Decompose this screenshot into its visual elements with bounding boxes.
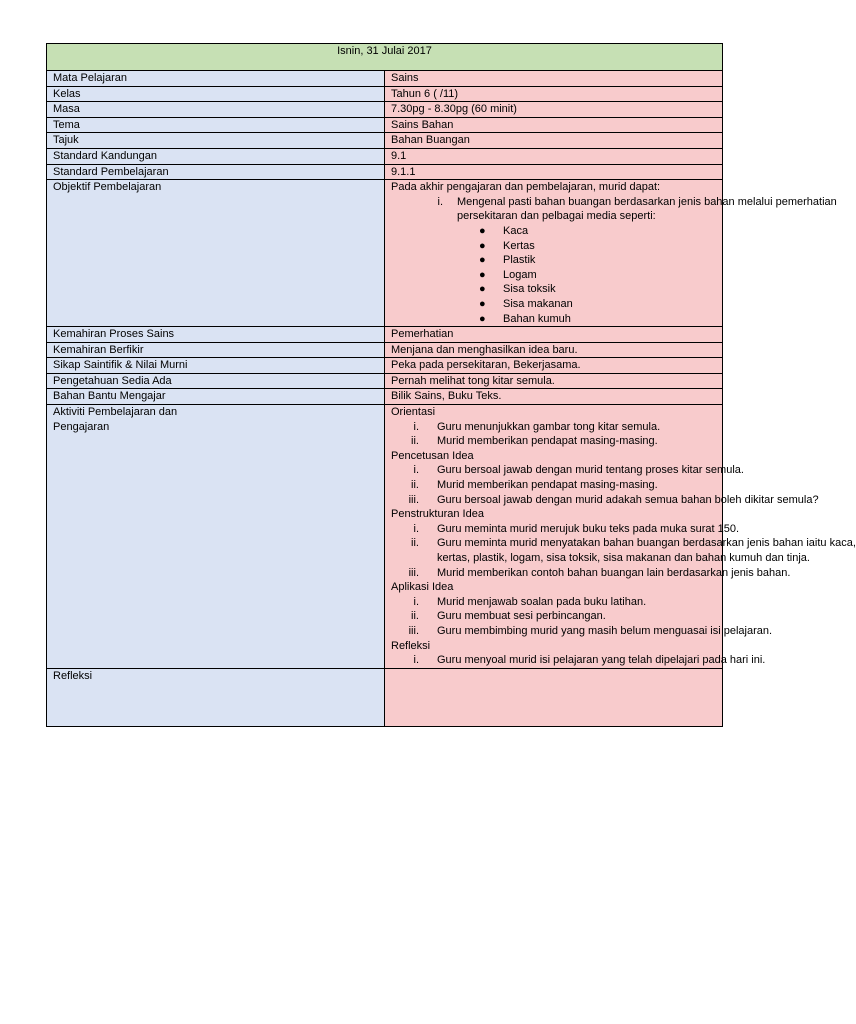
list-number: iii. [408,566,419,579]
info-row [47,373,723,389]
material-name: Logam [503,268,537,281]
row-label: Standard Kandungan [47,148,385,164]
info-row [47,342,723,358]
activity-item [391,624,773,639]
objective-item-text: Mengenal pasti bahan buangan berdasarkan jenis bahan melalui pemerhatian [457,195,837,208]
row-value: Bilik Sains, Buku Teks. [385,389,723,405]
info-row [47,148,723,164]
objective-item [391,195,837,210]
activity-item [391,493,819,508]
row-label: Kemahiran Berfikir [47,342,385,358]
activity-text: Guru meminta murid merujuk buku teks pada muka surat 150. [437,522,740,535]
activity-section-title: Pencetusan Idea [391,449,474,462]
row-value: 9.1.1 [385,164,723,180]
activity-text: Murid memberikan pendapat masing-masing. [437,479,658,492]
activity-section-title: Aplikasi Idea [391,581,454,594]
info-row [47,117,723,133]
list-number: ii. [411,435,419,448]
reflection-row [47,668,723,726]
activity-text: Murid memberikan pendapat masing-masing. [437,435,658,448]
list-number: ii. [411,479,419,492]
lesson-plan-table [46,43,856,727]
objective-row [47,180,723,327]
activity-item [391,522,740,537]
reflection-value [385,668,723,726]
activity-item [391,420,716,435]
activity-text: Guru bersoal jawab dengan murid adakah semua bahan boleh dikitar semula? [437,493,819,506]
activities-row [47,405,723,669]
objective-intro: Pada akhir pengajaran dan pembelajaran, murid dapat: [391,181,661,194]
row-value: Sains [385,71,723,87]
material-bullet [391,239,716,254]
activity-item [391,478,716,493]
activity-text: Guru meminta murid menyatakan bahan buangan berdasarkan jenis bahan iaitu kaca, [437,537,856,550]
activities-label-line: Pengajaran [53,420,110,433]
material-bullet [391,282,716,297]
activity-section-title: Penstrukturan Idea [391,508,484,521]
list-number: i. [413,595,419,608]
activity-item [391,434,716,449]
bullet-icon: ● [479,239,486,252]
info-row [47,327,723,343]
row-value: 7.30pg - 8.30pg (60 minit) [385,102,723,118]
activity-text: Murid menjawab soalan pada buku latihan. [437,595,647,608]
activity-item-continuation [391,551,810,566]
material-name: Sisa makanan [503,297,573,310]
activity-text: Murid memberikan contoh bahan buangan lain berdasarkan jenis bahan. [437,566,791,579]
activity-item [391,463,744,478]
row-label: Tema [47,117,385,133]
row-value: Tahun 6 ( /11) [385,86,723,102]
row-label: Masa [47,102,385,118]
activity-item [391,609,716,624]
info-row [47,71,723,87]
list-number: i. [413,464,419,477]
activity-text: Guru membimbing murid yang masih belum menguasai isi pelajaran. [437,624,773,637]
row-label: Sikap Saintifik & Nilai Murni [47,358,385,374]
activity-text: Guru menunjukkan gambar tong kitar semula. [437,420,661,433]
list-number: iii. [408,624,419,637]
material-bullet [391,297,716,312]
activity-section-title: Refleksi [391,639,431,652]
activity-item [391,536,856,551]
material-bullet [391,268,716,283]
row-value: Pernah melihat tong kitar semula. [385,373,723,389]
material-bullet [391,312,716,327]
material-name: Plastik [503,254,536,267]
row-label: Pengetahuan Sedia Ada [47,373,385,389]
list-number: ii. [411,610,419,623]
objective-content [385,180,837,327]
info-row [47,389,723,405]
date-row [47,44,723,71]
activity-text: Guru membuat sesi perbincangan. [437,610,606,623]
activities-label [47,405,385,669]
bullet-icon: ● [479,254,486,267]
row-value: Bahan Buangan [385,133,723,149]
activity-item [391,595,716,610]
row-label: Tajuk [47,133,385,149]
date-header: Isnin, 31 Julai 2017 [47,44,723,71]
list-number: iii. [408,493,419,506]
row-value: Menjana dan menghasilkan idea baru. [385,342,723,358]
row-label: Kemahiran Proses Sains [47,327,385,343]
material-bullet [391,253,716,268]
row-value: Pemerhatian [385,327,723,343]
activity-item [391,653,766,668]
list-number: i. [413,420,419,433]
info-row [47,102,723,118]
row-label: Standard Pembelajaran [47,164,385,180]
activity-text: Guru menyoal murid isi pelajaran yang telah dipelajari pada hari ini. [437,654,766,667]
list-number: i. [437,195,443,208]
lesson-plan-body [47,44,856,727]
reflection-label: Refleksi [47,668,385,726]
bullet-icon: ● [479,224,486,237]
activity-text: kertas, plastik, logam, sisa toksik, sisa makanan dan bahan kumuh dan tinja. [437,552,810,564]
info-row [47,133,723,149]
material-name: Bahan kumuh [503,312,571,325]
bullet-icon: ● [479,297,486,310]
list-number: i. [413,522,419,535]
bullet-icon: ● [479,268,486,281]
row-value: Peka pada persekitaran, Bekerjasama. [385,358,723,374]
bullet-icon: ● [479,312,486,325]
list-number: i. [413,654,419,667]
material-name: Kaca [503,224,529,237]
activity-item [391,566,791,581]
info-row [47,86,723,102]
row-value: Sains Bahan [385,117,723,133]
activity-section-title: Orientasi [391,406,436,419]
activities-label-line: Aktiviti Pembelajaran dan [53,406,178,419]
material-name: Kertas [503,239,535,252]
material-bullet [391,224,716,239]
list-number: ii. [411,537,419,550]
row-label: Kelas [47,86,385,102]
activity-text: Guru bersoal jawab dengan murid tentang proses kitar semula. [437,464,744,477]
activities-content [385,405,856,669]
row-label: Bahan Bantu Mengajar [47,389,385,405]
info-row [47,358,723,374]
bullet-icon: ● [479,283,486,296]
row-value: 9.1 [385,148,723,164]
info-row [47,164,723,180]
material-name: Sisa toksik [503,283,556,296]
row-label: Mata Pelajaran [47,71,385,87]
objective-label: Objektif Pembelajaran [47,180,385,327]
objective-item-continuation: persekitaran dan pelbagai media seperti: [457,210,656,223]
